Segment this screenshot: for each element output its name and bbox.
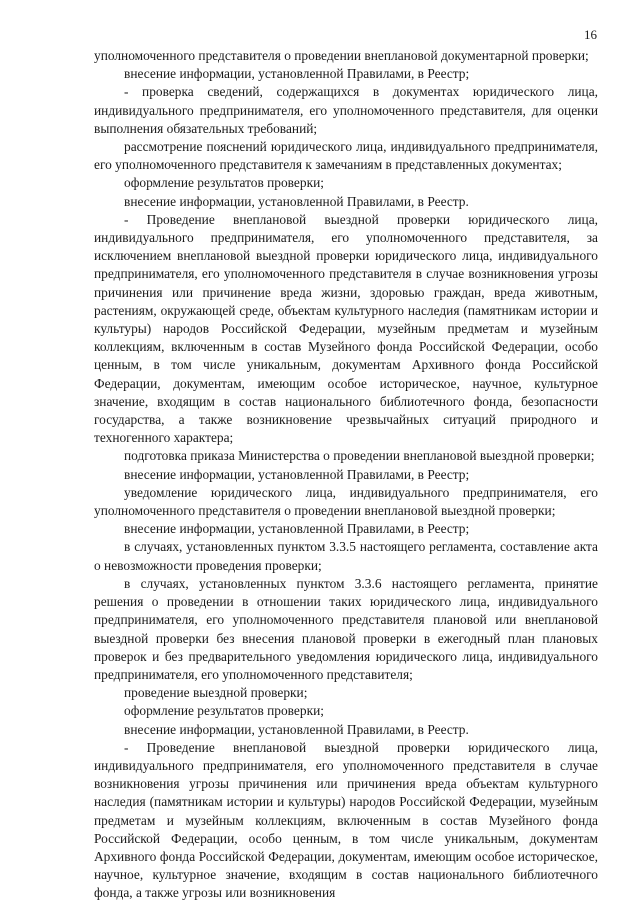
paragraph: внесение информации, установленной Правилами, в Реестр. [124, 721, 469, 737]
paragraph: в случаях, установленных пунктом 3.3.5 настоящего регламента, составление акта о невозможности проведения проверки; [94, 539, 598, 573]
paragraph: - Проведение внеплановой выездной проверки юридического лица, индивидуального предпринимателя, его уполномоченного представителя в случае возникновения угрозы причинения или причинения вреда объектам культурного наследия (памятникам истории и культуры) народов Российской Федерации, музейным предметам и музейным коллекциям, включенным в состав Музейного фонда Российской Федерации, особо ценным, в том числе уникальным, документам Архивного фонда Российской Федерации, документам, имеющим особое историческое, научное, культурное значение, входящим в состав национального библиотечного фонда, а также угрозы или возникновения [94, 739, 598, 901]
paragraph: рассмотрение пояснений юридического лица, индивидуального предпринимателя, его уполномоченного представителя к замечаниям в представленных документах; [94, 139, 598, 173]
paragraph: оформление результатов проверки; [124, 703, 324, 719]
paragraph: уведомление юридического лица, индивидуального предпринимателя, его уполномоченного представителя о проведении внеплановой выездной проверки; [94, 484, 598, 519]
paragraph: внесение информации, установленной Правилами, в Реестр. [124, 193, 469, 209]
paragraph: внесение информации, установленной Правилами, в Реестр; [124, 466, 470, 482]
paragraph: внесение информации, установленной Правилами, в Реестр; [124, 66, 470, 82]
page-number: 16 [584, 27, 597, 42]
paragraph: оформление результатов проверки; [124, 175, 324, 191]
paragraph: внесение информации, установленной Правилами, в Реестр; [124, 521, 470, 537]
document-body [94, 47, 598, 903]
paragraph: - Проведение внеплановой выездной проверки юридического лица, индивидуального предпринимателя, его уполномоченного представителя, за исключением внеплановой выездной проверки юридического лица, индивидуального предпринимателя, его уполномоченного представителя в случае возникновения угрозы причинения или причинение вреда жизни, здоровью граждан, вреда животным, растениям, окружающей среде, объектам культурного наследия (памятникам истории и культуры) народов Российской Федерации, музейным предметам и музейным коллекциям, включенным в состав Музейного фонда Российской Федерации, особо ценным, в том числе уникальным, документам Архивного фонда Российской Федерации, документам, имеющим особое историческое, научное, культурное значение, входящим в состав национального библиотечного фонда, безопасности государства, а также возникновение чрезвычайных ситуаций природного и техногенного характера; [94, 211, 598, 446]
paragraph: проведение выездной проверки; [124, 685, 308, 701]
paragraph: - проверка сведений, содержащихся в документах юридического лица, индивидуального предпринимателя, его уполномоченного представителя, для оценки выполнения обязательных требований; [94, 84, 598, 136]
paragraph: подготовка приказа Министерства о проведении внеплановой выездной проверки; [124, 448, 595, 464]
paragraph: в случаях, установленных пунктом 3.3.6 настоящего регламента, принятие решения о проведении в отношении таких юридического лица, индивидуального предпринимателя, его уполномоченного представителя плановой или внеплановой выездной проверки без внесения плановой проверки в ежегодный план плановых проверок и без предварительного уведомления юридического лица, индивидуального предпринимателя, его уполномоченного представителя; [94, 575, 598, 682]
paragraph: уполномоченного представителя о проведении внеплановой документарной проверки; [94, 48, 589, 63]
